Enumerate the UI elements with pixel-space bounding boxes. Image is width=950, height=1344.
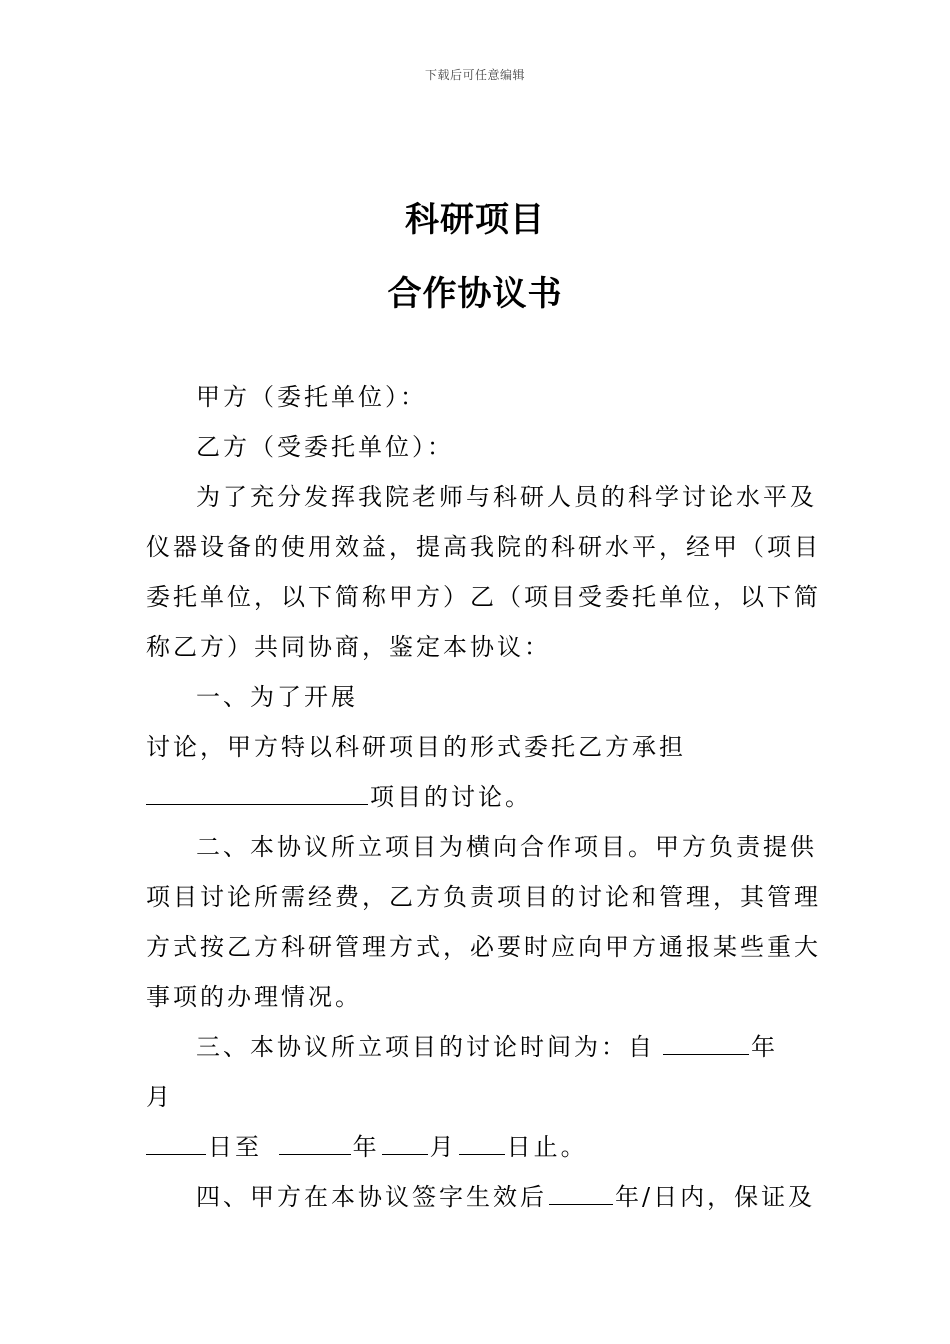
clause3-year-label: 年 bbox=[751, 1033, 778, 1061]
start-day-blank[interactable] bbox=[146, 1132, 206, 1155]
document-title-line1: 科研项目 bbox=[405, 200, 545, 240]
clause3-day-to: 日至 bbox=[208, 1133, 262, 1161]
document-title-line2: 合作协议书 bbox=[387, 274, 563, 314]
clause3-line-2: 月 bbox=[146, 1083, 173, 1111]
clause4-suffix: 年/日内，保证及 bbox=[615, 1183, 816, 1211]
clause1-line-3-text: 项目的讨论。 bbox=[370, 783, 532, 811]
clause3-line-1 bbox=[196, 1032, 778, 1062]
clause3-month2-label: 月 bbox=[429, 1133, 457, 1161]
project-name-blank[interactable] bbox=[146, 782, 368, 805]
clause3-year2-label: 年 bbox=[352, 1133, 380, 1161]
clause1-line-1: 一、为了开展 bbox=[196, 683, 358, 711]
intro-line-3: 委托单位，以下简称甲方）乙（项目受委托单位，以下简 bbox=[146, 583, 821, 611]
intro-line-4: 称乙方）共同协商，鉴定本协议： bbox=[146, 633, 551, 661]
clause4-line-1 bbox=[196, 1182, 815, 1212]
clause3-day-end: 日止。 bbox=[506, 1133, 588, 1161]
intro-line-1: 为了充分发挥我院老师与科研人员的科学讨论水平及 bbox=[196, 483, 817, 511]
start-year-blank[interactable] bbox=[663, 1032, 749, 1055]
clause2-line-1: 二、本协议所立项目为横向合作项目。甲方负责提供 bbox=[196, 833, 817, 861]
end-month-blank[interactable] bbox=[382, 1132, 428, 1155]
party-b-line: 乙方（受委托单位）： bbox=[196, 433, 454, 461]
clause2-line-4: 事项的办理情况。 bbox=[146, 983, 362, 1011]
header-note: 下载后可任意编辑 bbox=[424, 68, 525, 82]
party-a-line: 甲方（委托单位）： bbox=[196, 383, 427, 411]
clause2-line-2: 项目讨论所需经费，乙方负责项目的讨论和管理，其管理 bbox=[146, 883, 821, 911]
clause4-period-blank[interactable] bbox=[549, 1182, 613, 1205]
clause3-prefix: 三、本协议所立项目的讨论时间为：自 bbox=[196, 1033, 655, 1061]
end-day-blank[interactable] bbox=[459, 1132, 505, 1155]
clause2-line-3: 方式按乙方科研管理方式，必要时应向甲方通报某些重大 bbox=[146, 933, 821, 961]
clause4-prefix: 四、甲方在本协议签字生效后 bbox=[196, 1183, 547, 1211]
intro-line-2: 仪器设备的使用效益，提高我院的科研水平，经甲（项目 bbox=[146, 533, 821, 561]
end-year-blank[interactable] bbox=[279, 1132, 351, 1155]
clause1-line-2: 讨论，甲方特以科研项目的形式委托乙方承担 bbox=[146, 733, 686, 761]
clause1-line-3 bbox=[146, 782, 532, 812]
clause3-line-3 bbox=[146, 1132, 588, 1162]
